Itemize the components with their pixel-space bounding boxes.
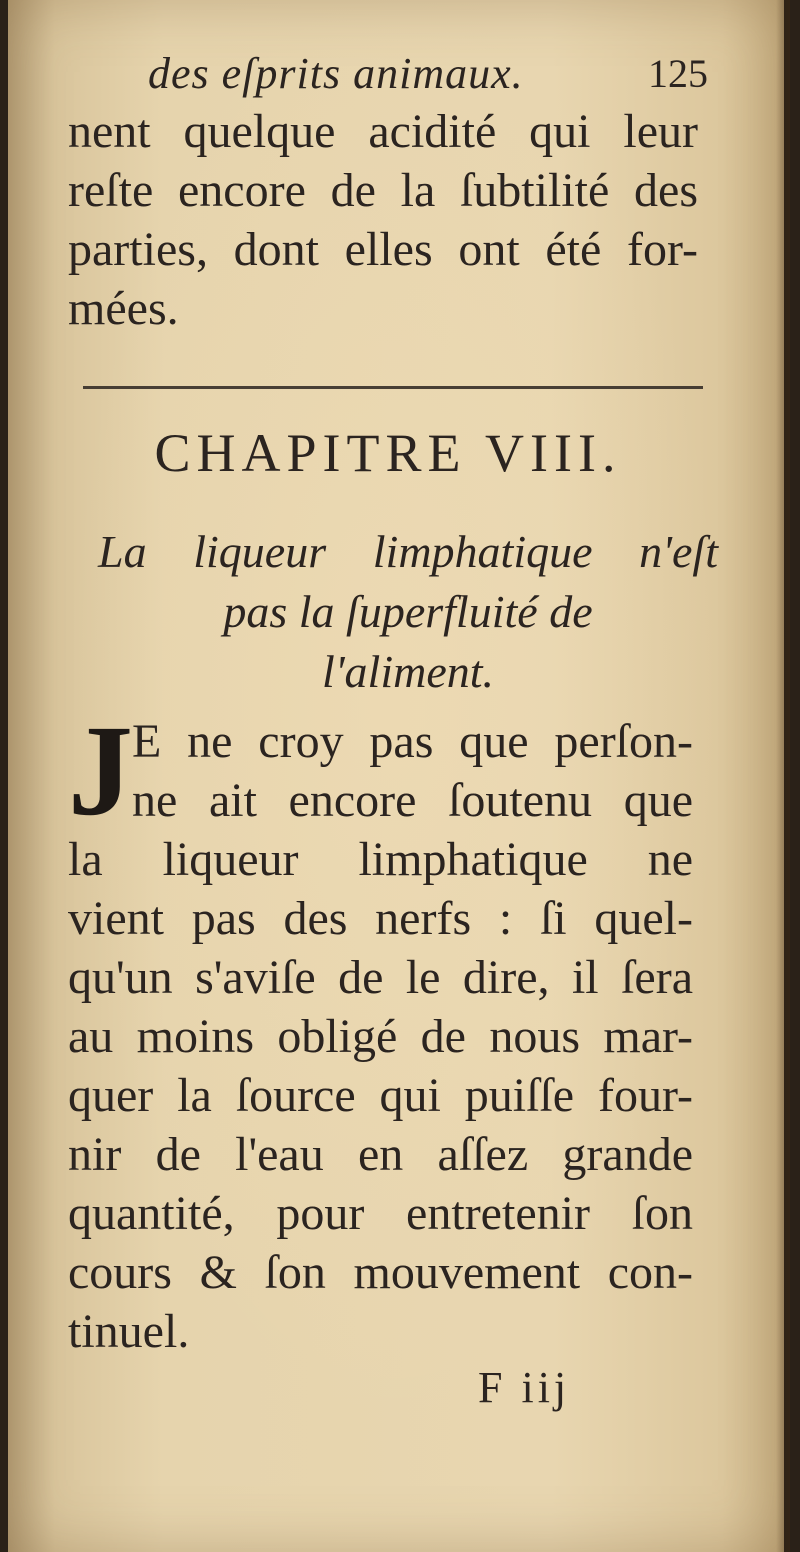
- text-line: quer la ſource qui puiſſe four-: [68, 1069, 693, 1122]
- text-line: qu'un s'aviſe de le dire, il ſera: [68, 951, 693, 1004]
- text-line: reſte encore de la ſubtilité des: [68, 164, 698, 217]
- text-line: E ne croy pas que perſon-: [132, 715, 693, 768]
- text-line: nir de l'eau en aſſez grande: [68, 1128, 693, 1181]
- text-line: vient pas des nerfs : ſi quel-: [68, 892, 693, 945]
- chapter-divider: [83, 386, 703, 389]
- text-line: au moins obligé de nous mar-: [68, 1010, 693, 1063]
- subtitle-line: l'aliment.: [321, 646, 495, 697]
- running-head: des eſprits animaux.: [148, 49, 524, 98]
- page-header: [148, 48, 708, 108]
- book-page: [8, 0, 784, 1552]
- text-line: mées.: [68, 282, 179, 335]
- continued-text: [68, 102, 698, 338]
- text-line: quantité, pour entretenir ſon: [68, 1187, 693, 1240]
- chapter-title: CHAPITRE VIII.: [154, 423, 622, 483]
- chapter-paragraph: [68, 699, 693, 1361]
- page-number: 125: [648, 51, 708, 96]
- text-line: cours & ſon mouvement con-: [68, 1246, 693, 1299]
- signature-mark: F iij: [478, 1363, 571, 1412]
- chapter-subtitle: [98, 522, 718, 702]
- text-line: nent quelque acidité qui leur: [68, 105, 698, 158]
- subtitle-line: pas la ſuperfluité de: [223, 586, 593, 637]
- text-line: parties, dont elles ont été for-: [68, 223, 698, 276]
- text-line: la liqueur limphatique ne: [68, 833, 693, 886]
- text-line: tinuel.: [68, 1305, 190, 1358]
- text-line: ne ait encore ſoutenu que: [132, 774, 693, 827]
- subtitle-line: La liqueur limphatique n'eſt: [98, 526, 718, 577]
- drop-cap: J: [68, 699, 133, 843]
